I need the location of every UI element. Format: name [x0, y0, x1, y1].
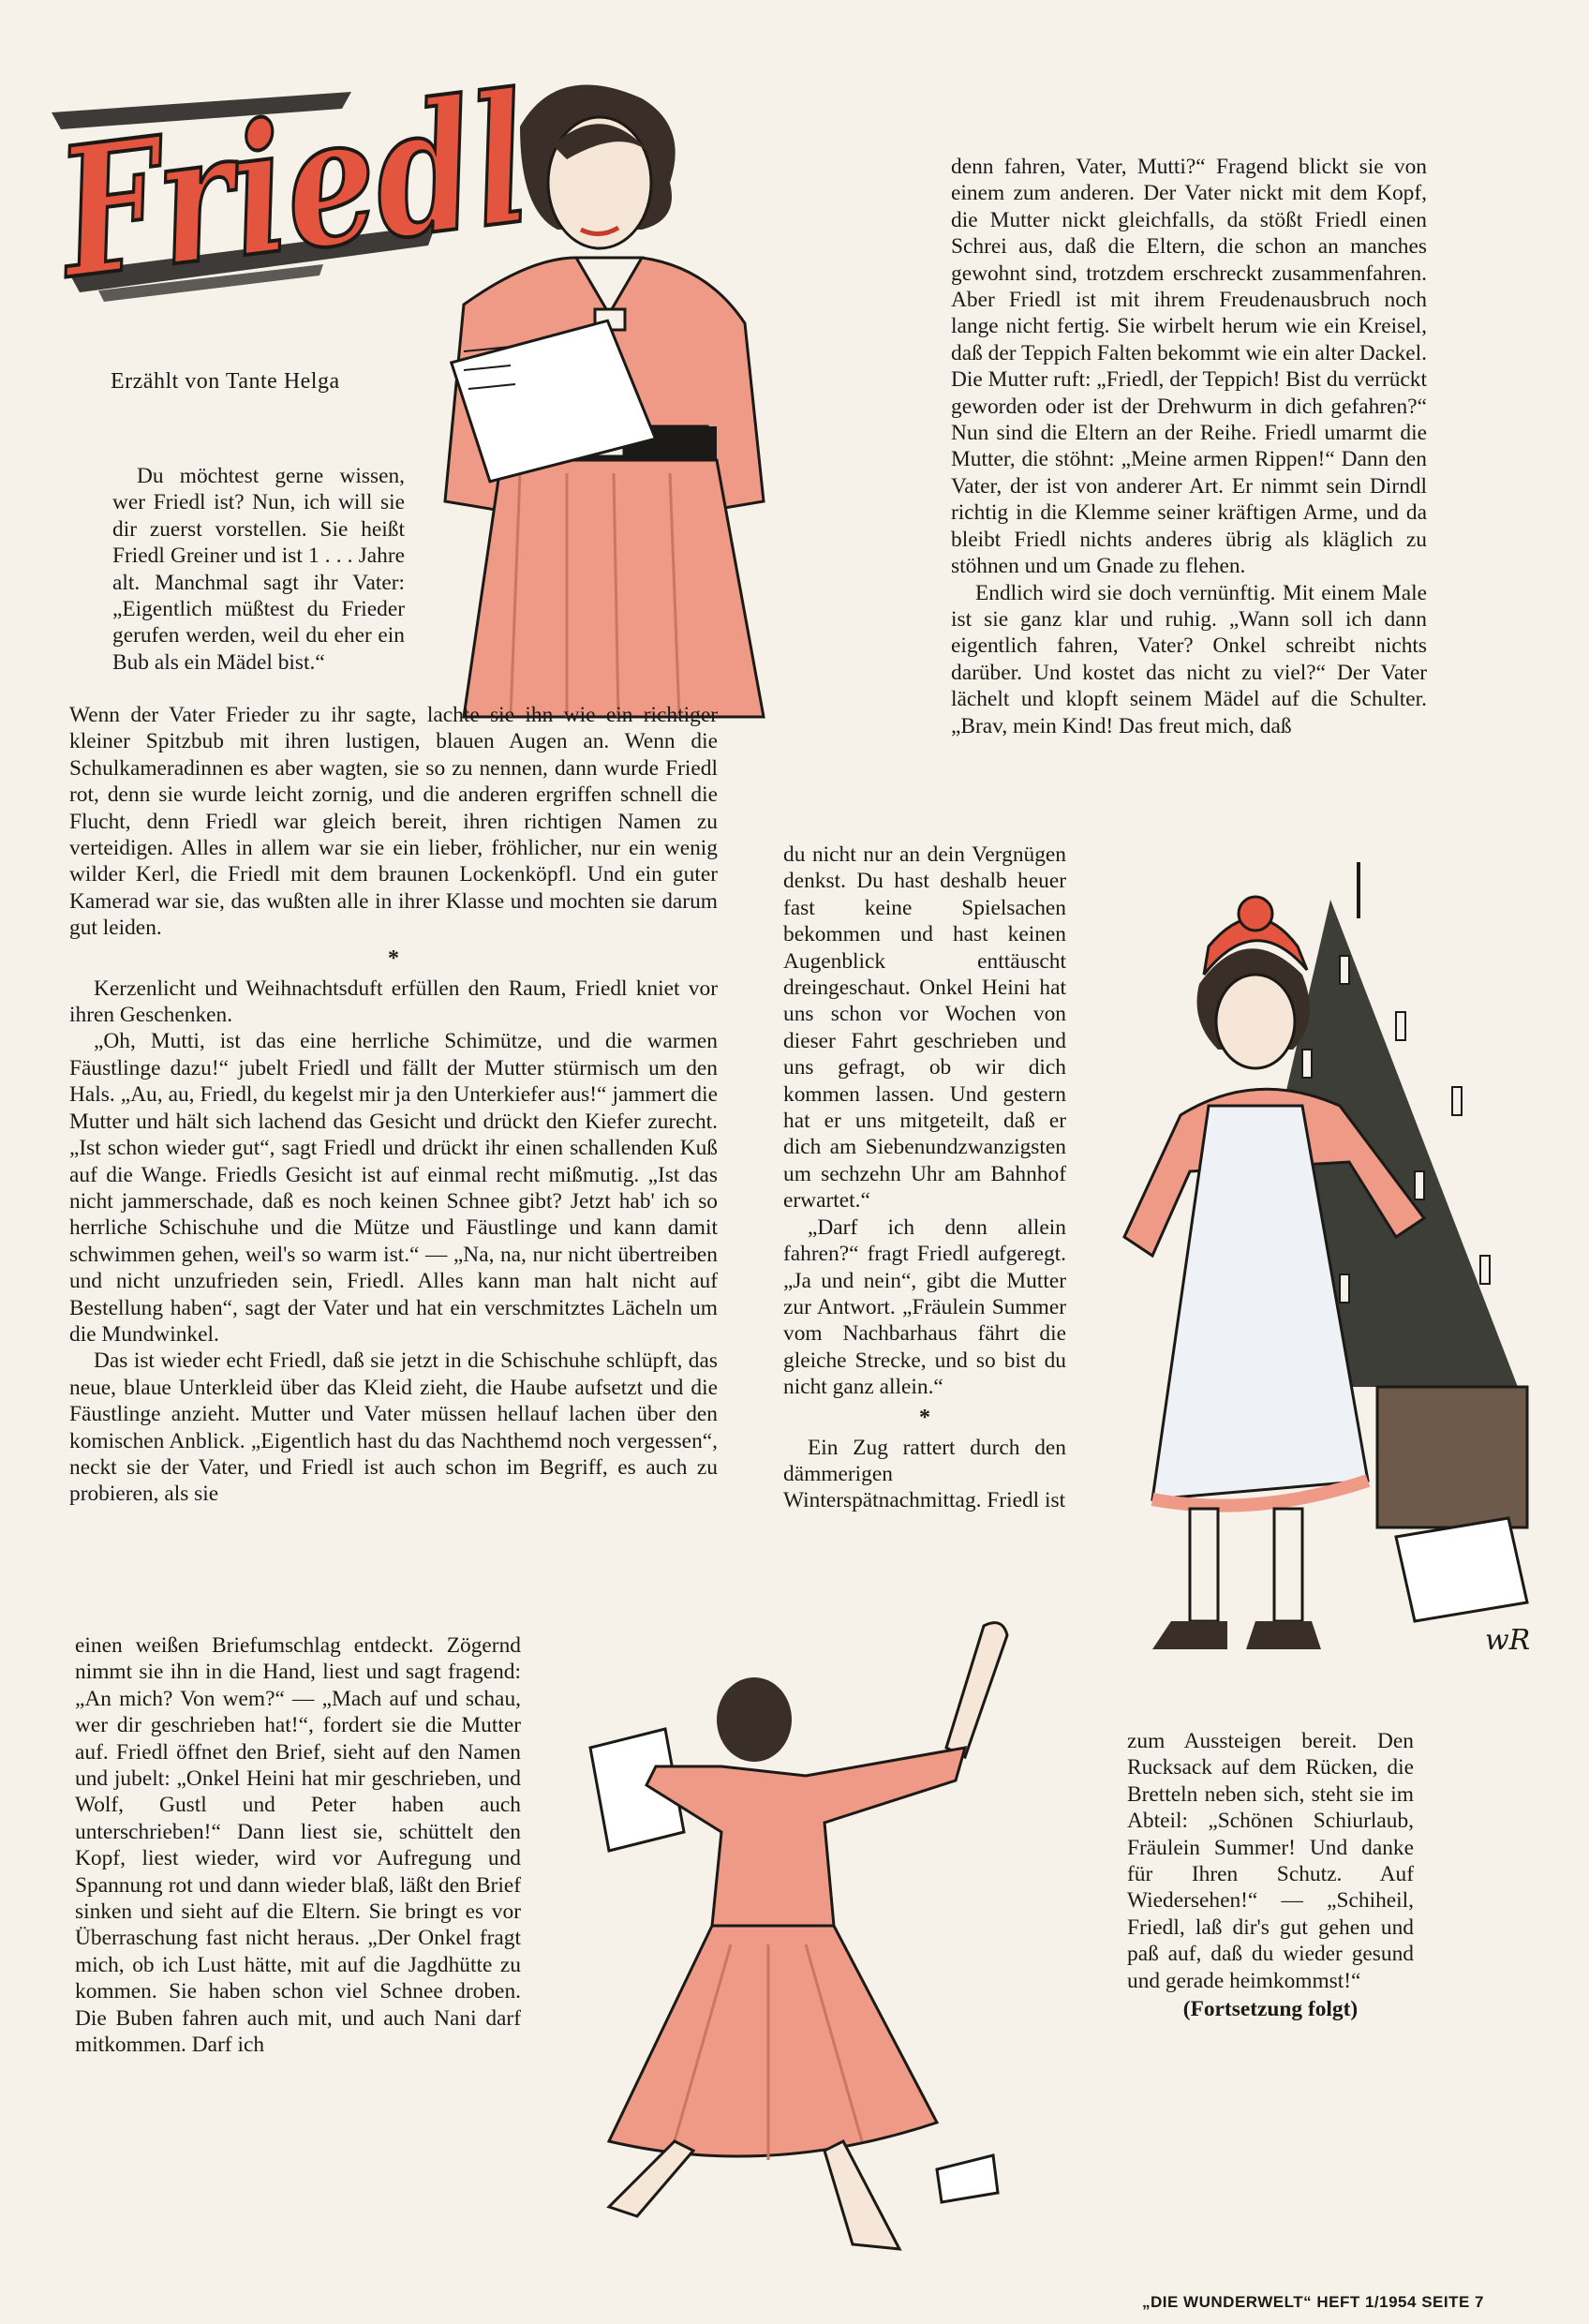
byline: Erzählt von Tante Helga — [111, 369, 340, 394]
paragraph: Du möchtest gerne wissen, wer Friedl ist? Nun, ich will sie dir zuerst vorstellen. Sie heißt Friedl Greiner und ist 1 . . . Jahre alt. Manchmal sagt ihr Vater: „Eigentlich müßtest du Frieder gerufen werden, weil du eher ein Bub als ein Mädel bist.“ — [112, 464, 405, 675]
artist-signature: wR — [1485, 1624, 1531, 1657]
christmas-tree-illustration — [1115, 862, 1546, 1677]
section-separator: * — [919, 1405, 930, 1430]
paragraph: du nicht nur an dein Vergnügen denkst. Du hast deshalb heuer fast keine Spielsachen bekommen und hast keinen Augenblick enttäuscht dreingeschaut. Onkel Heini hat uns schon vor Wochen von dieser Fahrt geschrieben und uns gefragt, ob wir dich kommen lassen. Und gestern hat er uns mitgeteilt, daß er dich am Siebenundzwanzigsten um sechzehn Uhr am Bahnhof erwartet.“ — [783, 842, 1066, 1214]
column-left-main — [69, 702, 718, 1508]
column-right-narrow — [783, 842, 1066, 1514]
paragraph: Kerzenlicht und Weihnachtsduft erfüllen den Raum, Friedl kniet vor ihren Geschenken. — [69, 976, 718, 1028]
page-footer: „DIE WUNDERWELT“ HEFT 1/1954 SEITE 7 — [1142, 2293, 1484, 2311]
section-separator: * — [388, 946, 399, 971]
paragraph: Wenn der Vater Frieder zu ihr sagte, lachte sie ihn wie ein richtiger kleiner Spitzbub mit ihren lustigen, blauen Augen an. Wenn die Schulkameradinnen es aber wagten, sie so zu nennen, dann wurde Friedl rot, denn sie wurde leicht zornig, und die anderen ergriffen schnell die Flucht, denn Friedl war gleich bereit, ihren richtigen Namen zu verteidigen. Alles in allem war sie ein lieber, fröhlicher, nur ein wenig wilder Kerl, die Friedl mit dem braunen Lockenköpfl. Und ein guter Kamerad war sie, das wußten alle in ihrer Klasse und mochten sie darum gut leiden. — [69, 703, 718, 941]
paragraph: „Oh, Mutti, ist das eine herrliche Schimütze, und die warmen Fäustlinge dazu!“ jubelt Friedl und fällt der Mutter stürmisch um den Hals. „Au, au, Friedl, du kegelst mir ja den Unterkiefer aus!“ jammert die Mutter und hält sich lachend das Gesicht und drückt den Kiefer zurecht. „Ist schon wieder gut“, sagt Friedl und drückt ihr einen schallenden Kuß auf die Wange. Friedls Gesicht ist auf einmal recht mißmutig. „Ist das nicht jammerschade, daß es noch keinen Schnee gibt? Jetzt hab' ich so herrliche Schischuhe und die Mütze und Fäustlinge und kann damit schwimmen gehen, weil's so warm ist.“ — „Na, na, nur nicht übertreiben und nicht unzufrieden sein, Friedl. Alles kann man halt nicht auf Bestellung haben“, sagt der Vater und hat ein verschmitztes Lächeln um die Mundwinkel. — [69, 1029, 718, 1347]
column-left-intro — [112, 463, 405, 676]
paragraph: einen weißen Briefumschlag entdeckt. Zögernd nimmt sie ihn in die Hand, liest und sagt fragend: „An mich? Von wem?“ — „Mach auf und schau, wer dir geschrieben hat!“, fordert sie die Mutter auf. Friedl öffnet den Brief, sieht auf den Namen und jubelt: „Onkel Heini hat mir geschrieben, und Wolf, Gustl und Peter haben auch unterschrieben!“ Dann liest sie, schüttelt den Kopf, liest wieder, wird vor Aufregung und Spannung rot und dann wieder blaß, läßt den Brief sinken und sieht auf die Eltern. Sie bringt es vor Überraschung fast nicht heraus. „Der Onkel fragt mich, ob ich Lust hätte, mit auf die Jagdhütte zu kommen. Sie haben schon viel Schnee droben. Die Buben fahren auch mit, und auch Nani darf mitkommen. Darf ich — [75, 1633, 521, 2058]
column-left-narrow — [75, 1632, 521, 2059]
paragraph: zum Aussteigen bereit. Den Rucksack auf dem Rücken, die Bretteln neben sich, steht sie im Abteil: „Schönen Schiurlaub, Fräulein Summer! Und danke für Ihren Schutz. Auf Wiedersehen!“ — „Schiheil, Friedl, laß dir's gut gehen und paß auf, daß du wieder gesund und gerade heimkommst!“ — [1127, 1729, 1414, 1993]
paragraph: Endlich wird sie doch vernünftig. Mit einem Male ist sie ganz klar und ruhig. „Wann soll ich dann eigentlich fahren, Vater? Onkel schreibt nichts darüber. Und kostet das nicht zu viel?“ Der Vater lächelt und klopft seinem Mädel auf die Schulter. „Brav, mein Kind! Das freut mich, daß — [951, 580, 1427, 738]
paragraph: denn fahren, Vater, Mutti?“ Fragend blickt sie von einem zum anderen. Der Vater nickt mit dem Kopf, die Mutter nickt gleichfalls, da stößt Friedl einen Schrei aus, daß die Eltern, die schon an manches gewohnt sind, trotzdem erschreckt zusammenfahren. Aber Friedl ist mit ihrem Freudenausbruch noch lange nicht fertig. Sie wirbelt herum wie ein Kreisel, daß der Teppich Falten bekommt wie ein alter Dackel. Die Mutter ruft: „Friedl, der Teppich! Bist du verrückt geworden oder ist der Drehwurm in dich gefahren?“ Nun sind die Eltern an der Reihe. Friedl umarmt die Mutter, die stöhnt: „Meine armen Rippen!“ Dann den Vater, der ist von anderer Art. Er nimmt sein Dirndl richtig in die Klemme seiner kräftigen Arme, und da bleibt Friedl nichts anderes übrig als kläglich zu stöhnen und um Gnade zu flehen. — [951, 155, 1427, 579]
column-bottom-right — [1127, 1728, 1414, 2022]
paragraph: Ein Zug rattert durch den dämmerigen Winterspätnachmittag. Friedl ist — [783, 1435, 1066, 1513]
girl-with-letter-illustration — [426, 70, 801, 717]
title-text: Friedl — [48, 38, 661, 319]
dancing-girl-illustration — [581, 1616, 1087, 2263]
column-right-top — [951, 154, 1427, 739]
paragraph: „Darf ich denn allein fahren?“ fragt Friedl aufgeregt. „Ja und nein“, gibt die Mutter zur Antwort. „Fräulein Summer vom Nachbarhaus fährt die gleiche Strecke, und so bist du nicht ganz allein.“ — [783, 1214, 1066, 1400]
paragraph: Das ist wieder echt Friedl, daß sie jetzt in die Schischuhe schlüpft, das neue, blaue Unterkleid über das Kleid zieht, die Haube aufsetzt und die Fäustlinge anzieht. Mutter und Vater müssen hellauf lachen über den komischen Anblick. „Eigentlich hast du das Nachthemd noch vergessen“, neckt sie der Vater, und Friedl ist auch schon im Begriff, es auch zu probieren, als sie — [69, 1348, 718, 1507]
continued-note: (Fortsetzung folgt) — [1182, 1997, 1359, 2022]
